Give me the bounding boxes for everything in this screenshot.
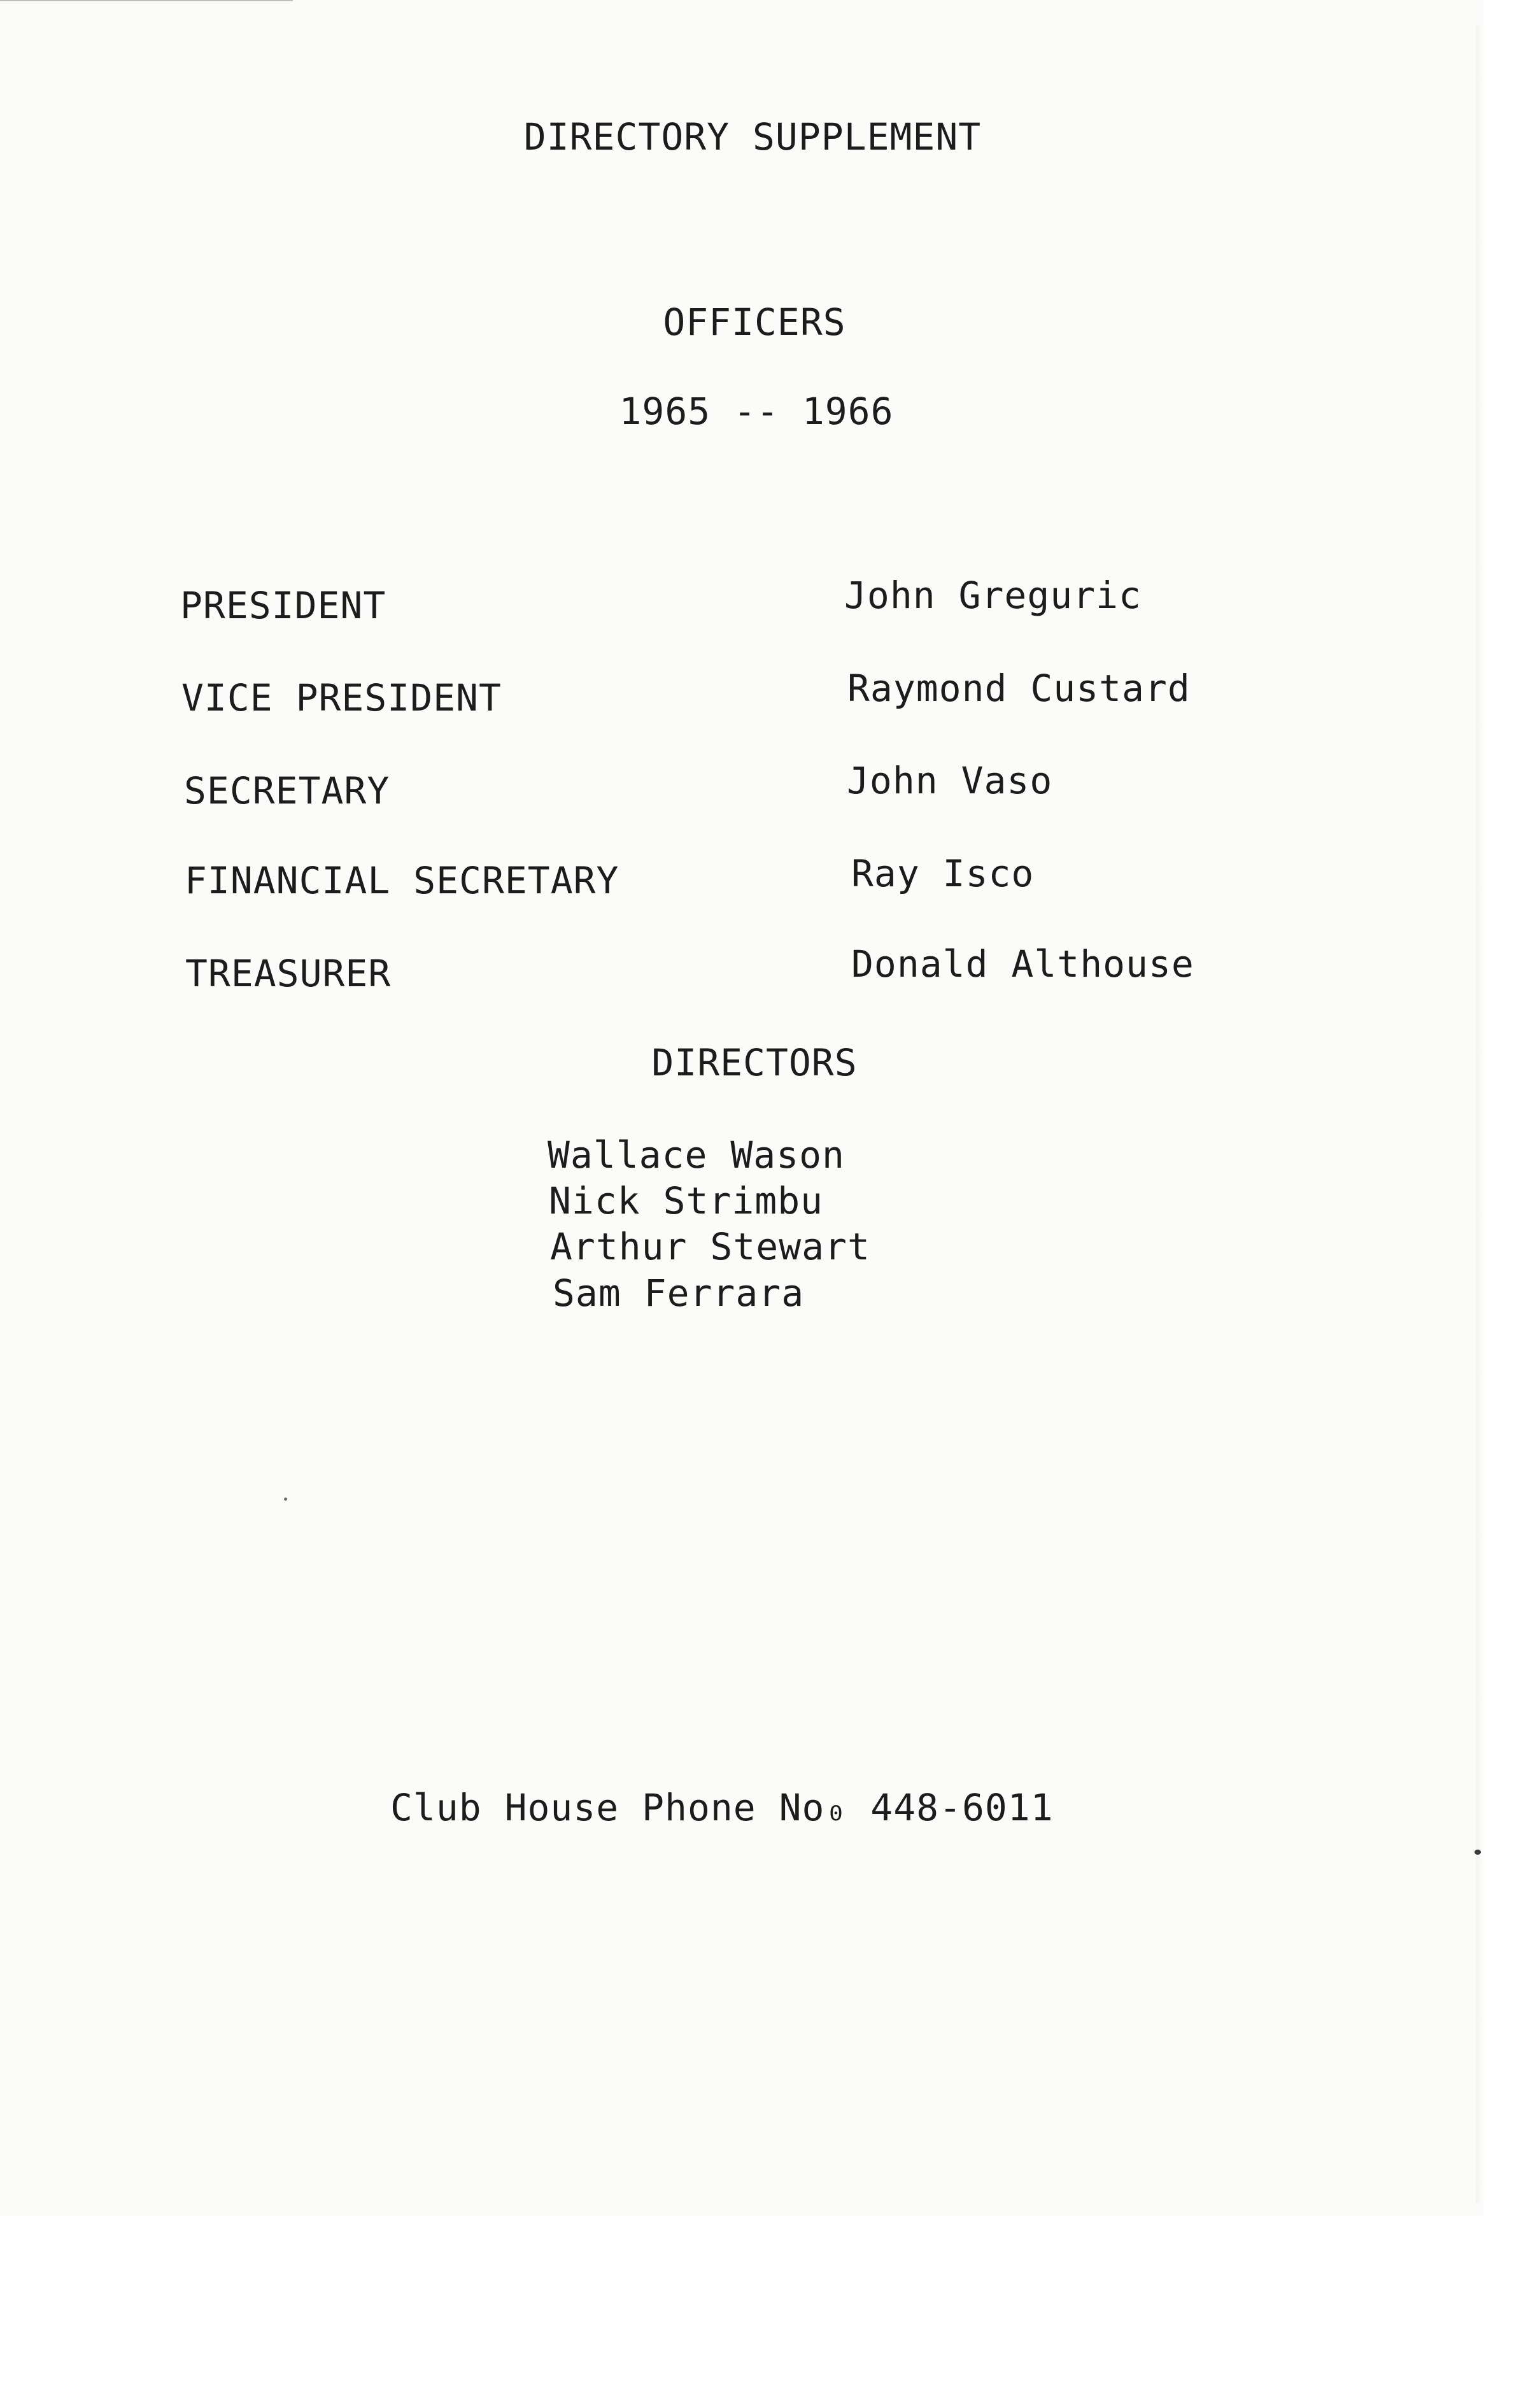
director-name: Wallace Wason <box>548 1133 845 1177</box>
director-name: Arthur Stewart <box>550 1225 870 1268</box>
officer-role: FINANCIAL SECRETARY <box>185 859 619 902</box>
officer-role: SECRETARY <box>184 769 390 812</box>
term-years: 1965 -- 1966 <box>619 390 894 433</box>
directors-heading: DIRECTORS <box>651 1041 858 1084</box>
officer-name: Ray Isco <box>851 852 1035 895</box>
officer-name: Raymond Custard <box>847 667 1191 710</box>
director-name: Sam Ferrara <box>553 1271 805 1315</box>
officer-role: VICE PRESIDENT <box>181 676 502 719</box>
officer-name: John Greguric <box>844 574 1142 617</box>
officer-role: PRESIDENT <box>180 584 386 627</box>
officer-role: TREASURER <box>185 952 392 995</box>
director-name: Nick Strimbu <box>549 1179 824 1222</box>
officers-heading: OFFICERS <box>663 301 846 344</box>
ink-speck <box>1475 1850 1481 1855</box>
top-edge-rule <box>0 0 293 1</box>
document-title: DIRECTORY SUPPLEMENT <box>523 115 982 159</box>
officer-name: John Vaso <box>847 759 1053 802</box>
officer-name: Donald Althouse <box>851 942 1194 986</box>
ink-speck <box>284 1498 287 1501</box>
clubhouse-phone: Club House Phone No₀ 448-6011 <box>390 1786 1054 1829</box>
paper-edge <box>1476 25 1485 2203</box>
